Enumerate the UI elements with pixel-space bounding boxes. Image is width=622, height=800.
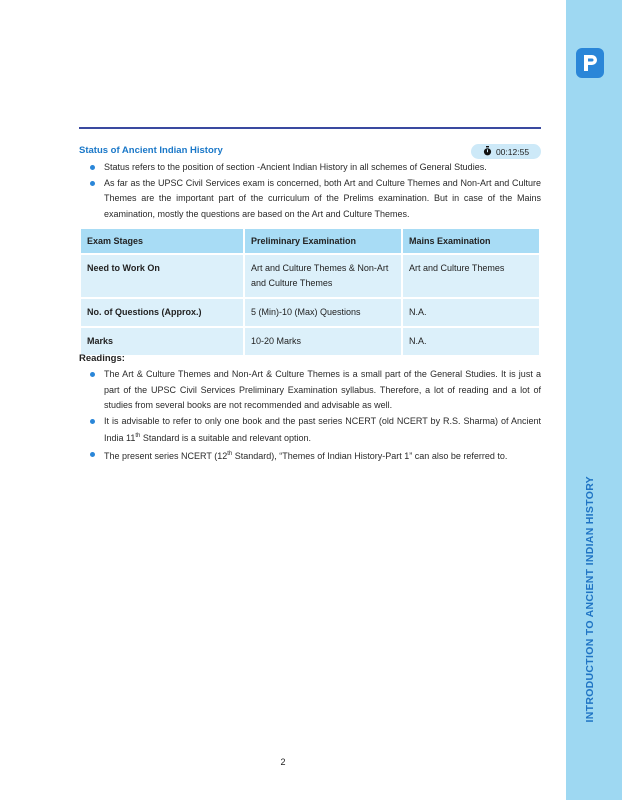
intro-bullet-list [90,160,541,222]
exam-stages-table [79,227,541,357]
stopwatch-icon [483,146,492,158]
superscript: th [227,450,233,457]
list-item-text: The present series NCERT (12 [104,450,228,461]
column-header: Exam Stages [81,229,243,253]
table-cell: 5 (Min)-10 (Max) Questions [245,299,401,326]
list-item [90,414,541,447]
table-row [81,328,539,355]
superscript: th [135,433,141,439]
column-header: Mains Examination [403,229,539,253]
table-cell: N.A. [403,299,539,326]
list-item: The Art & Culture Themes and Non-Art & Culture Themes is a small part of the General Studies. It is just a part of the UPSC Civil Services Preliminary Examination syllabus. Therefore, a lot of reading and a lot of studies from several books are not recommended and advisable as well. [90,367,541,414]
readings-bullet-list [90,367,541,464]
list-item-text: Standard is a suitable and relevant option. [140,433,311,443]
list-item: As far as the UPSC Civil Services exam is concerned, both Art and Culture Themes and Non-Art and Culture Themes are the important part of the curriculum of the Prelims examination. But in case of the Mains examination, mostly the questions are based on the Art and Culture Themes. [90,176,541,223]
row-header: Marks [81,328,243,355]
table-header-row [81,229,539,253]
table-row [81,299,539,326]
page-number: 2 [280,757,286,767]
readings-heading: Readings: [79,353,125,364]
column-header: Preliminary Examination [245,229,401,253]
chapter-vertical-title: INTRODUCTION TO ANCIENT INDIAN HISTORY [584,475,596,722]
table-cell: Art and Culture Themes & Non-Art and Culture Themes [245,255,401,297]
section-header [79,144,541,160]
row-header: No. of Questions (Approx.) [81,299,243,326]
p-logo-icon [576,48,604,78]
table-cell: N.A. [403,328,539,355]
right-sidebar [566,0,622,800]
table-cell: 10-20 Marks [245,328,401,355]
list-item-text: Standard), “Themes of Indian History-Part 1” can also be referred to. [232,450,508,461]
timer-value: 00:12:55 [495,146,530,157]
list-item: Status refers to the position of section -Ancient Indian History in all schemes of General Studies. [90,160,541,176]
table-row [81,255,539,297]
row-header: Need to Work On [81,255,243,297]
list-item [90,447,541,465]
timer-badge [471,144,541,159]
header-divider [79,127,541,129]
section-title: Status of Ancient Indian History [79,145,223,156]
table-cell: Art and Culture Themes [403,255,539,297]
list-item-text: It is advisable to refer to only one book and the past series NCERT (old NCERT by R.S. Sharma) of Ancient India 11 [104,415,541,443]
